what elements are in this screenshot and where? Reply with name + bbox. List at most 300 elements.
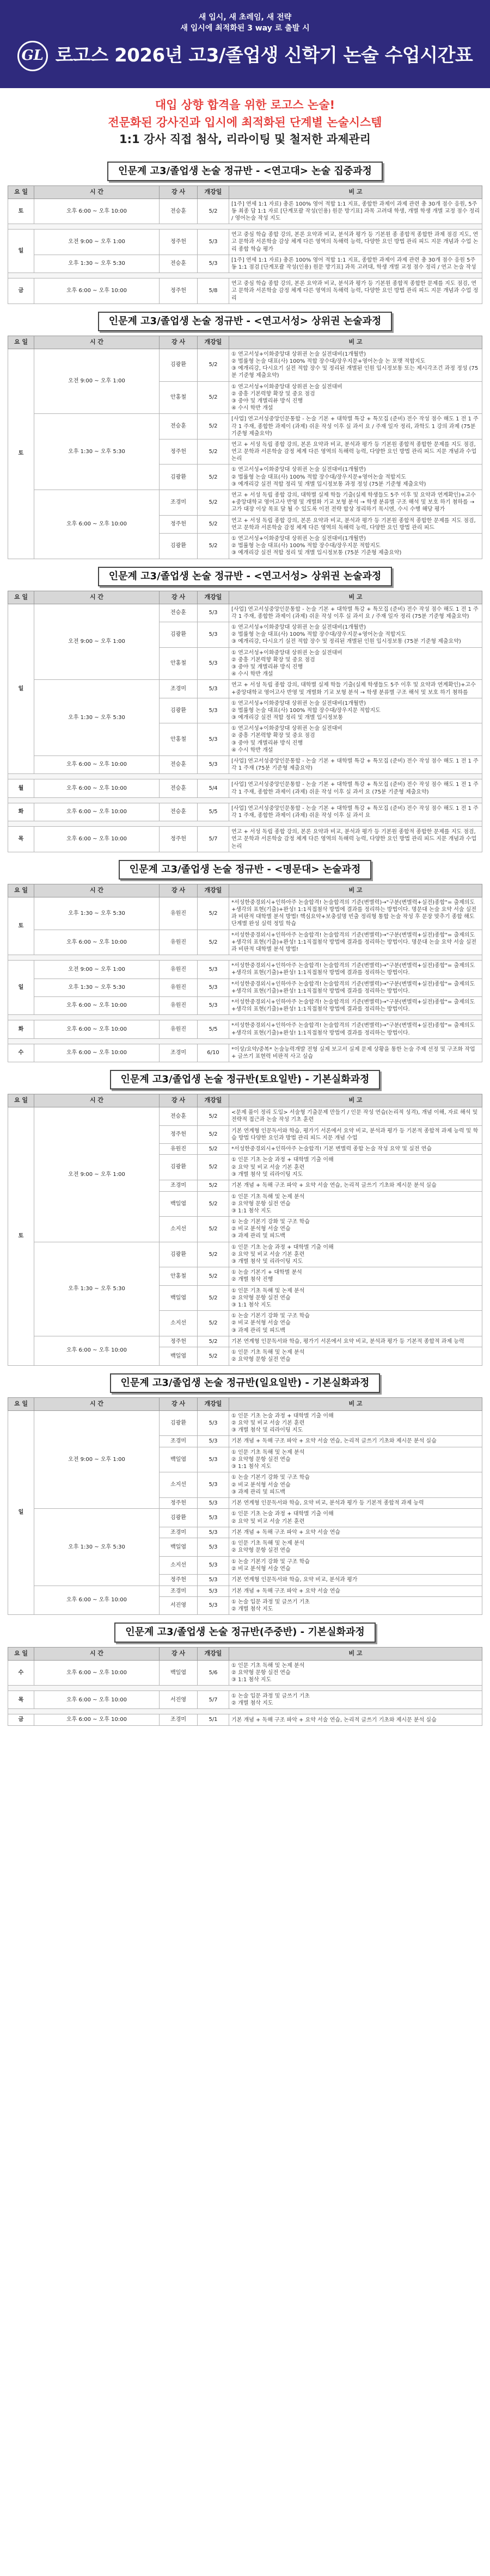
note-cell: ① 연고서성+이화중앙대 상위권 논술 실전대비(1개월반) ② 법률형 논술 대표(사) 100% 적합 장수대/장우지문+영어논술 적합지도 ③ 예개리강 실전 적합 정리 및 개별 입시정보통 과정 정성 (75분 기준형 제출요약) (229, 465, 482, 490)
table-row (8, 1107, 482, 1125)
note-cell: ① 인문 기초 논술 과정 + 대학별 기출 이해 ② 요약 및 비교 서술 기본 훈련 ③ 개별 첨삭 및 리라이팅 지도 (229, 1155, 482, 1180)
column-header: 개강일 (198, 884, 229, 897)
column-header: 비 고 (229, 1647, 482, 1660)
open-date-cell: 5/2 (198, 349, 229, 381)
table-row (8, 1691, 482, 1709)
open-date-cell: 5/3 (198, 723, 229, 756)
table-row (8, 1660, 482, 1686)
day-cell: 목 (8, 1691, 34, 1709)
note-cell: 기본 개념 + 독해 구조 파악 + 요약 서술 연습, 논리적 글쓰기 기초와 제시문 분석 실습 (229, 1714, 482, 1726)
column-header: 요 일 (8, 336, 34, 349)
teacher-cell: 백일엽 (160, 1538, 198, 1556)
teacher-cell: 조경미 (160, 1527, 198, 1538)
column-header: 비 고 (229, 185, 482, 199)
note-cell: [1주] 연세 1:1 자료) 총론 100% 영어 적합 1:1 지표, 종합한 과제이 과제 관련 총 30개 점수 응원 5주동 1:1 점검 [단계포괄 작성(인용) 원문 방기표] 과목 고려대, 학생 개별 교정 점수 정리 / 연고 논술 작성 (229, 255, 482, 273)
time-cell: 오전 9:00 ~ 오후 1:00 (34, 961, 160, 979)
table-row (8, 1709, 482, 1714)
table-row (8, 349, 482, 381)
day-cell: 일 (8, 604, 34, 774)
open-date-cell: 5/4 (198, 779, 229, 797)
teacher-cell: 김광환 (160, 1242, 198, 1267)
table-row (8, 1714, 482, 1726)
teacher-cell: 김광환 (160, 698, 198, 723)
time-cell: 오후 6:00 ~ 오후 10:00 (34, 1044, 160, 1062)
teacher-cell: 유원진 (160, 897, 198, 930)
note-cell: 기본 개념 + 독해 구조 파악 + 요약 서술 연습, 논리적 글쓰기 기초와 제시문 분석 실습 (229, 1180, 482, 1192)
page-title: 로고스 2026년 고3/졸업생 신학기 논술 수업시간표 (55, 44, 473, 66)
open-date-cell: 5/3 (198, 756, 229, 774)
time-cell: 오후 6:00 ~ 오후 10:00 (34, 199, 160, 224)
schedule-section (8, 860, 482, 1062)
schedule-section (8, 567, 482, 852)
note-cell: 연고 중심 학습 종합 강의, 본론 요약과 비교, 분석과 평가 등 기본원 종합적 종합한 문제를 지도 점검, 연고 문학과 서론학술 감정 체계 다른 영역의 독해력 능력, 다양한 요인 방법 관리 피드 지문 개념과 수업 정리 (229, 278, 482, 304)
open-date-cell: 5/3 (198, 1575, 229, 1586)
table-row (8, 961, 482, 979)
column-header: 개강일 (198, 336, 229, 349)
day-cell: 월 (8, 779, 34, 797)
row-spacer (8, 955, 482, 961)
table-row (8, 199, 482, 224)
section-title: 인문계 고3/졸업생 논술 정규반(일요일반) - 기본실화과정 (110, 1373, 381, 1393)
column-header: 요 일 (8, 1094, 34, 1107)
open-date-cell: 5/3 (198, 1447, 229, 1472)
open-date-cell: 5/3 (198, 604, 229, 622)
open-date-cell: 5/3 (198, 979, 229, 996)
table-row (8, 1586, 482, 1597)
note-cell: ① 연고서성+이화중앙대 상위권 논술 실전대비 ② 중흥 기본력향 확장 및 중요 점검 ③ 중야 및 개별리뷰 방식 진행 ④ 수시 학반 개설 (229, 723, 482, 756)
teacher-cell: 정주헌 (160, 278, 198, 304)
note-cell: 연고 + 서성 독립 종합 강의, 본론 요약과 비교, 분석과 평가 등 기본원 종합적 종합한 문제를 지도 점검, 연고 문학과 서론학술 감정 체계 다른 영역의 독해력 능력, 다양한 요인 방법 관리 피드 지문 개념과 수업 논리 (229, 827, 482, 852)
teacher-cell: 안홍철 (160, 723, 198, 756)
time-cell: 오후 1:30 ~ 오후 5:30 (34, 979, 160, 996)
day-cell: 토 (8, 897, 34, 955)
table-row (8, 230, 482, 255)
table-row (8, 414, 482, 439)
teacher-cell: 유원진 (160, 1020, 198, 1038)
open-date-cell: 5/2 (198, 1217, 229, 1242)
time-cell: 오후 1:30 ~ 오후 5:30 (34, 255, 160, 273)
teacher-cell: 정주헌 (160, 230, 198, 255)
note-cell: *서성한중경외시+인하아주 논술합격! 논술합격의 기준(변별력)→"구분(변별력+실전)종합"= 출제의도+생각의 표현(기출)+완성! 1:1직접첨삭 방법에 결과를 정리하는 방법이다. 명문대 논술 요약 서술 실전과 비판적 대학별 분석 방법! (229, 930, 482, 955)
page-header (0, 0, 490, 88)
table-row (8, 1509, 482, 1527)
open-date-cell: 5/2 (198, 199, 229, 224)
note-cell: [1주] 연세 1:1 자료) 총론 100% 영어 적합 1:1 지표, 종합한 과제이 과제 관련 총 30개 점수 응원, 5주동 최종 답 1:1 자료 [단계포괄 작성(인용) 원문 방기표] 과목 고려대 학생, 개별 학생 개별 교정 점수 정리 / 영어논술 작성 지도 (229, 199, 482, 224)
teacher-cell: 전승훈 (160, 199, 198, 224)
header-tagline-2: 새 입시에 최적화된 3 way 로 출발 시 (180, 24, 310, 33)
teacher-cell: 소지선 (160, 1556, 198, 1574)
teacher-cell: 김광환 (160, 533, 198, 559)
teacher-cell: 정주헌 (160, 1497, 198, 1509)
open-date-cell: 5/2 (198, 1311, 229, 1336)
note-cell: ① 논술 기본기 + 대학별 분석 ② 개별 첨삭 진행 (229, 1267, 482, 1285)
teacher-cell: 전승훈 (160, 803, 198, 821)
table-row (8, 756, 482, 774)
note-cell: *서성한중경외시+인하아주 논술합격! 논술합격의 기준(변별력)→"구분(변별력+실전)종합"= 출제의도+생각의 표현(기출)+완성! 1:1직접첨삭 방법에 결과를 정리하는 방법이다. (229, 1020, 482, 1038)
schedule-section (8, 1623, 482, 1726)
column-header: 시 간 (34, 1647, 160, 1660)
note-cell: ① 인문 기초 독해 및 논제 분석 ② 요약형 문항 실전 연습 (229, 1347, 482, 1365)
intro-line-1: 대입 상향 합격을 위한 로고스 논술! (155, 98, 335, 112)
schedule-table (8, 1647, 482, 1726)
column-header: 비 고 (229, 884, 482, 897)
open-date-cell: 5/1 (198, 1714, 229, 1726)
note-cell: ① 인문 기초 논술 과정 + 대학별 기출 이해 ② 요약 및 비교 서술 기본 훈련 ③ 개별 첨삭 및 리라이팅 지도 (229, 1242, 482, 1267)
teacher-cell: 김광환 (160, 1509, 198, 1527)
section-title: 인문계 고3/졸업생 논술 정규반 - <명문대> 논술과정 (119, 860, 372, 880)
teacher-cell: 조경미 (160, 490, 198, 516)
column-header: 개강일 (198, 591, 229, 604)
note-cell: ① 인문 기초 논술 과정 + 대학별 기출 이해 ② 요약 및 비교 서술 기본 훈련 (229, 1509, 482, 1527)
schedule-sections (0, 162, 490, 1726)
note-cell: 기본 개념 + 독해 구조 파악 + 요약 서술 연습, 논리적 글쓰기 기초와 제시문 분석 실습 (229, 1436, 482, 1447)
open-date-cell: 5/8 (198, 278, 229, 304)
note-cell: [사업] 연고서성중앙인문통합 - 논술 기본 + 대학별 특강 + 특모집 (준비) 전수 작성 점수 해도 1 전 1 주 각 1 주재, 종합한 과제이 (과제) 쉬운 작성 이후 실 과서 요 / 주재 일자 정리 (75분 기준형 제출요약) (229, 604, 482, 622)
note-cell: 기본 연계형 인문독서와 학습, 요약 비교, 분석과 평가 등 기본적 종합적 과제 능력 (229, 1497, 482, 1509)
column-header: 강 사 (160, 1397, 198, 1410)
teacher-cell: 김광환 (160, 465, 198, 490)
section-title: 인문계 고3/졸업생 논술 정규반 - <연고대> 논술 집중과정 (107, 162, 383, 181)
column-header: 개강일 (198, 1094, 229, 1107)
teacher-cell: 소지선 (160, 1217, 198, 1242)
open-date-cell: 5/3 (198, 1436, 229, 1447)
day-cell: 일 (8, 961, 34, 1015)
note-cell: *서성한중경외시+인하아주 논술합격! 논술합격의 기준(변별력)→"구분(변별력+실전)종합"= 출제의도+생각의 표현(기출)+완성! 1:1직접첨삭 방법에 결과를 정리하는 방법이다. (229, 996, 482, 1014)
teacher-cell: 김광환 (160, 1410, 198, 1436)
teacher-cell: 전승훈 (160, 255, 198, 273)
note-cell: 연고 중심 학습 종합 강의, 본론 요약과 비교, 분석과 평가 등 기본원 종 종합적 종합한 과제 점검 지도, 연고 문학과 서론학술 감상 체계 다른 영역의 독해력 능력, 다양한 요인 방법 관리 피드 지문 개념과 수업 논리 종합 학습 평가 (229, 230, 482, 255)
section-title: 인문계 고3/졸업생 논술 정규반(주중반) - 기본실화과정 (114, 1623, 376, 1642)
note-cell: ① 인문 기초 독해 및 논제 분석 ② 요약형 문항 실전 연습 ③ 1:1 첨삭 지도 (229, 1447, 482, 1472)
table-row (8, 1686, 482, 1691)
teacher-cell: 정주헌 (160, 1575, 198, 1586)
schedule-table (8, 185, 482, 304)
note-cell: ① 연고서성+이화중앙대 상위권 논술 실전대비(1개월반) ② 법률형 논술 대표(사) 100% 적합 장수대/장우지문+영어논술 논 포맷 적합지도 ③ 예개리강, 다시요기 실전 적합 장수 및 정리된 개별된 인원 입시정보통 또는 제시각조건 과정 정성 (75분 기준형 제출요약) (229, 349, 482, 381)
teacher-cell: 정주헌 (160, 439, 198, 465)
teacher-cell: 서진영 (160, 1691, 198, 1709)
note-cell: [사업] 연고서성중앙인문통합 - 논술 기본 + 대학별 특강 + 특모집 (준비) 전수 작성 점수 해도 1 전 1 주 각 1 주재, 종합한 과제이 (과제) 쉬운 작성 이후 실 과서 요 (229, 803, 482, 821)
row-spacer (8, 224, 482, 230)
open-date-cell: 5/2 (198, 1336, 229, 1347)
teacher-cell: 유원진 (160, 996, 198, 1014)
note-cell: ① 논술 입문 과정 및 글쓰기 기초 ② 개별 첨삭 지도 (229, 1691, 482, 1709)
row-spacer (8, 797, 482, 803)
day-cell: 토 (8, 349, 34, 559)
teacher-cell: 백일엽 (160, 1285, 198, 1311)
table-row (8, 1410, 482, 1436)
time-cell: 오후 6:00 ~ 오후 10:00 (34, 1336, 160, 1365)
open-date-cell: 5/2 (198, 1285, 229, 1311)
time-cell: 오후 1:30 ~ 오후 5:30 (34, 680, 160, 756)
open-date-cell: 5/3 (198, 1586, 229, 1597)
table-row (8, 1242, 482, 1267)
time-cell: 오전 9:00 ~ 오후 1:00 (34, 230, 160, 255)
day-cell: 화 (8, 803, 34, 821)
open-date-cell: 5/3 (198, 1556, 229, 1574)
open-date-cell: 5/2 (198, 1180, 229, 1192)
open-date-cell: 5/7 (198, 827, 229, 852)
teacher-cell: 조경미 (160, 1436, 198, 1447)
table-row (8, 821, 482, 827)
table-row (8, 680, 482, 698)
day-cell: 목 (8, 827, 34, 852)
open-date-cell: 5/2 (198, 1267, 229, 1285)
open-date-cell: 5/3 (198, 622, 229, 648)
note-cell: 연고 + 서성 독립 종합 강의, 대학별 실제 학들 기출(실제 학생들도 5주 이후 및 요약과 연계확인)+고수+중앙대학교 영어고사 반영 및 개별화 기교 보형 분석 → 학생 분류별 구조 해석 및 보호 하기 첨하를 → 고가 대장 이상 목표 달 될 수 있도록 이전 전략 합상 정리하기 목시엔, 수시 수행 해당 평가 (229, 490, 482, 516)
open-date-cell: 5/2 (198, 533, 229, 559)
teacher-cell: 정주헌 (160, 827, 198, 852)
section-title: 인문계 고3/졸업생 논술 정규반(토요일반) - 기본실화과정 (110, 1070, 381, 1089)
teacher-cell: 김광환 (160, 1155, 198, 1180)
teacher-cell: 유원진 (160, 961, 198, 979)
note-cell: ① 인문 기초 독해 및 논제 분석 ② 요약형 문항 실전 연습 ③ 1:1 첨삭 지도 (229, 1660, 482, 1686)
note-cell: <문제 풀이 정리 도입> 서술형 기출문제 만들기 / 인문 작성 연습(논리적 성격), 개념 이해, 자료 해석 및 전략적 접근과 논술 작성 기초 훈련 (229, 1107, 482, 1125)
note-cell: ① 논술 입문 과정 및 글쓰기 기초 ② 개별 첨삭 지도 (229, 1597, 482, 1615)
teacher-cell: 조경미 (160, 1714, 198, 1726)
table-row (8, 827, 482, 852)
column-header: 요 일 (8, 1397, 34, 1410)
open-date-cell: 5/3 (198, 647, 229, 680)
time-cell: 오후 6:00 ~ 오후 10:00 (34, 996, 160, 1014)
table-row (8, 955, 482, 961)
teacher-cell: 전승훈 (160, 414, 198, 439)
open-date-cell: 5/2 (198, 381, 229, 414)
table-row (8, 1020, 482, 1038)
row-spacer (8, 273, 482, 278)
time-cell: 오후 6:00 ~ 오후 10:00 (34, 490, 160, 559)
schedule-table (8, 1397, 482, 1615)
note-cell: ① 논술 기본기 강화 및 구조 학습 ② 비교 분석형 서술 연습 (229, 1556, 482, 1574)
open-date-cell: 5/2 (198, 1242, 229, 1267)
open-date-cell: 5/3 (198, 698, 229, 723)
day-cell: 금 (8, 278, 34, 304)
teacher-cell: 김광환 (160, 349, 198, 381)
column-header: 요 일 (8, 591, 34, 604)
day-cell: 일 (8, 1410, 34, 1615)
schedule-table (8, 336, 482, 559)
note-cell: [사업] 연고서성중앙인문통합 - 논술 기본 + 대학별 특강 + 특모집 (준비) 전수 작성 점수 해도 1 전 1 주 각 1 주재, 종합한 과제이 (과제) 쉬운 작성 이후 실 과서 요 / 주재 일자 정리, 과학도 1 강의 과제 (75분 기준형 제출요약) (229, 414, 482, 439)
column-header: 요 일 (8, 185, 34, 199)
note-cell: *이상/요약/중복* 논술능력개발 전형 실제 보고서 실제 문제 상황을 통한 논술 주제 선정 및 구조화 작업 + 글쓰기 표현력 비판적 사고 실습 (229, 1044, 482, 1062)
note-cell: 기본 개념 + 독해 구조 파악 + 요약 서술 연습 (229, 1586, 482, 1597)
table-row (8, 1044, 482, 1062)
column-header: 강 사 (160, 1647, 198, 1660)
column-header: 시 간 (34, 185, 160, 199)
teacher-cell: 백일엽 (160, 1660, 198, 1686)
time-cell: 오후 1:30 ~ 오후 5:30 (34, 897, 160, 930)
time-cell: 오후 6:00 ~ 오후 10:00 (34, 803, 160, 821)
table-row (8, 797, 482, 803)
open-date-cell: 5/2 (198, 1143, 229, 1155)
schedule-table (8, 591, 482, 852)
teacher-cell: 안홍철 (160, 1267, 198, 1285)
table-row (8, 779, 482, 797)
open-date-cell: 5/3 (198, 680, 229, 698)
open-date-cell: 5/2 (198, 465, 229, 490)
note-cell: ① 인문 기초 독해 및 논제 분석 ② 요약형 문항 실전 연습 (229, 1538, 482, 1556)
row-spacer (8, 1709, 482, 1714)
note-cell: ① 논술 기본기 강화 및 구조 학습 ② 비교 분석형 서술 연습 ③ 과제 관리 및 피드백 (229, 1217, 482, 1242)
open-date-cell: 5/2 (198, 1155, 229, 1180)
column-header: 개강일 (198, 1397, 229, 1410)
open-date-cell: 6/10 (198, 1044, 229, 1062)
intro-block (0, 88, 490, 154)
day-cell: 토 (8, 199, 34, 224)
teacher-cell: 백일엽 (160, 1447, 198, 1472)
column-header: 시 간 (34, 1397, 160, 1410)
table-row (8, 1336, 482, 1347)
time-cell: 오후 6:00 ~ 오후 10:00 (34, 756, 160, 774)
table-row (8, 604, 482, 622)
note-cell: 연고 + 서성 독립 종합 강의, 본론 요약과 비교, 분석과 평가 등 기본원 종합적 종합한 문제를 지도 점검, 연고 문학과 서론학술 감정 체계 다른 영역의 독해력 능력, 다양한 요인 방법 관리 피드 지문 개념과 수업 논리 (229, 439, 482, 465)
note-cell: 연고 + 서성 독립 종합 강의, 대학별 실제 학들 기출(실제 학생들도 5주 이후 및 요약과 연계확인)+고수+중앙대학교 영어고사 반영 및 개별화 기교 보형 분석 → 학생 분류별 구조 해석 및 보호 하기 첨하를 (229, 680, 482, 698)
table-row (8, 996, 482, 1014)
note-cell: ① 인문 기초 독해 및 논제 분석 ② 요약형 문항 실전 연습 ③ 1:1 첨삭 지도 (229, 1191, 482, 1217)
open-date-cell: 5/5 (198, 803, 229, 821)
table-row (8, 803, 482, 821)
row-spacer (8, 1015, 482, 1020)
teacher-cell: 전승훈 (160, 1107, 198, 1125)
open-date-cell: 5/3 (198, 996, 229, 1014)
schedule-table (8, 884, 482, 1062)
note-cell: *서성한중경외시+인하아주 논술합격! 기본 변별력 종합 논술 작성 요약 및 실전 연습 (229, 1143, 482, 1155)
open-date-cell: 5/3 (198, 1538, 229, 1556)
teacher-cell: 정주헌 (160, 515, 198, 533)
teacher-cell: 유원진 (160, 1143, 198, 1155)
teacher-cell: 조경미 (160, 1044, 198, 1062)
open-date-cell: 5/3 (198, 1497, 229, 1509)
table-row (8, 1038, 482, 1044)
time-cell: 오전 9:00 ~ 오후 1:00 (34, 1107, 160, 1242)
schedule-table (8, 1094, 482, 1365)
column-header: 강 사 (160, 336, 198, 349)
day-cell: 화 (8, 1020, 34, 1038)
day-cell: 금 (8, 1714, 34, 1726)
teacher-cell: 소지선 (160, 1311, 198, 1336)
time-cell: 오후 6:00 ~ 오후 10:00 (34, 930, 160, 955)
day-cell: 토 (8, 1107, 34, 1365)
row-spacer (8, 774, 482, 779)
column-header: 비 고 (229, 1397, 482, 1410)
time-cell: 오후 6:00 ~ 오후 10:00 (34, 827, 160, 852)
note-cell: ① 논술 기본기 강화 및 구조 학습 ② 비교 분석형 서술 연습 ③ 과제 관리 및 피드백 (229, 1311, 482, 1336)
column-header: 개강일 (198, 1647, 229, 1660)
column-header: 강 사 (160, 185, 198, 199)
teacher-cell: 정주헌 (160, 1336, 198, 1347)
teacher-cell: 정주헌 (160, 1125, 198, 1143)
time-cell: 오후 6:00 ~ 오후 10:00 (34, 278, 160, 304)
teacher-cell: 소지선 (160, 1472, 198, 1498)
table-row (8, 979, 482, 996)
column-header: 요 일 (8, 884, 34, 897)
section-title: 인문계 고3/졸업생 논술 정규반 - <연고서성> 상위권 논술과정 (98, 567, 393, 586)
open-date-cell: 5/6 (198, 1660, 229, 1686)
table-row (8, 774, 482, 779)
open-date-cell: 5/7 (198, 1691, 229, 1709)
open-date-cell: 5/2 (198, 515, 229, 533)
column-header: 시 간 (34, 591, 160, 604)
teacher-cell: 김광환 (160, 622, 198, 648)
note-cell: ① 연고서성+이화중앙대 상위권 논술 실전대비 ② 중흥 기본력향 확장 및 중요 점검 ③ 중야 및 개별리뷰 방식 진행 ④ 수시 학반 개설 (229, 647, 482, 680)
time-cell: 오전 9:00 ~ 오후 1:00 (34, 349, 160, 414)
note-cell: ① 연고서성+이화중앙대 상위권 논술 실전대비(1개월반) ② 법률형 논술 대표(사) 100% 적합 장수대/장우지문 적합지도 ③ 예개리강 실전 적합 정리 및 개별 입시정보통 (75분 기준형 제출요약) (229, 533, 482, 559)
open-date-cell: 5/2 (198, 930, 229, 955)
note-cell: *서성한중경외시+인하아주 논술합격! 논술합격의 기준(변별력)→"구분(변별력+실전)종합"= 출제의도+생각의 표현(기출)+완성! 1:1직접첨삭 방법에 결과를 정리하는 방법이다. (229, 961, 482, 979)
time-cell: 오후 6:00 ~ 오후 10:00 (34, 1691, 160, 1709)
teacher-cell: 유원진 (160, 979, 198, 996)
teacher-cell: 안홍철 (160, 647, 198, 680)
table-row (8, 278, 482, 304)
header-tagline-1: 새 입시, 새 초레임, 새 전략 (198, 13, 292, 22)
note-cell: *서성한중경외시+인하아주 논술합격! 논술합격의 기준(변별력)→"구분(변별력+실전)종합"= 출제의도+생각의 표현(기출)+완성! 1:1직접첨삭 방법에 결과를 정리하는 방법이다. 명문대 논술 요약 서술 실전과 비판적 대학별 분석 방법! 핵심요약+보충설명 빈출 정리형 통합 논술 작성 후 문장 맞추기 종합 해도 단계별 완성 실력 정밀 학습 (229, 897, 482, 930)
note-cell: ① 논술 기본기 강화 및 구조 학습 ② 비교 분석형 서술 연습 ③ 과제 관리 및 피드백 (229, 1472, 482, 1498)
open-date-cell: 5/3 (198, 961, 229, 979)
schedule-section (8, 1070, 482, 1366)
open-date-cell: 5/2 (198, 1191, 229, 1217)
open-date-cell: 5/3 (198, 1472, 229, 1498)
open-date-cell: 5/2 (198, 1107, 229, 1125)
open-date-cell: 5/3 (198, 255, 229, 273)
column-header: 시 간 (34, 884, 160, 897)
day-cell: 일 (8, 230, 34, 273)
row-spacer (8, 1038, 482, 1044)
intro-line-2: 전문화된 강사진과 입시에 최적화된 단계별 논술시스템 (108, 115, 382, 129)
note-cell: 기본 개념 + 독해 구조 파악 + 요약 서술 연습 (229, 1527, 482, 1538)
teacher-cell: 조경미 (160, 1586, 198, 1597)
column-header: 강 사 (160, 884, 198, 897)
note-cell: 기본 연계형 인문독서와 학습, 평가기 서론에서 요약 비교, 분석과 평가 등 기본적 종합적 과제 능력 (229, 1336, 482, 1347)
teacher-cell: 백일엽 (160, 1191, 198, 1217)
table-row (8, 1015, 482, 1020)
note-cell: 기본 연계형 인문독서와 학습, 요약 비교, 분석과 평가 (229, 1575, 482, 1586)
row-spacer (8, 1686, 482, 1691)
teacher-cell: 전승훈 (160, 779, 198, 797)
time-cell: 오후 6:00 ~ 오후 10:00 (34, 779, 160, 797)
table-row (8, 224, 482, 230)
section-title: 인문계 고3/졸업생 논술 정규반 - <연고서성> 상위권 논술과정 (98, 312, 393, 331)
note-cell: ① 연고서성+이화중앙대 상위권 논술 실전대비 ② 중흥 기본력향 확장 및 중요 점검 ③ 중야 및 개별리뷰 방식 진행 ④ 수시 학반 개설 (229, 381, 482, 414)
teacher-cell: 전승훈 (160, 756, 198, 774)
open-date-cell: 5/3 (198, 230, 229, 255)
open-date-cell: 5/2 (198, 414, 229, 439)
teacher-cell: 서진영 (160, 1597, 198, 1615)
schedule-section (8, 162, 482, 304)
column-header: 시 간 (34, 1094, 160, 1107)
intro-line-3: 1:1 강사 직접 첨삭, 리라이팅 및 철저한 과제관리 (119, 133, 371, 146)
teacher-cell: 유원진 (160, 930, 198, 955)
note-cell: [사업] 연고서성중앙인문통합 - 논술 기본 + 대학별 특강 + 특모집 (준비) 전수 작성 점수 해도 1 전 1 주 각 1 주재, 종합한 과제이 (과제) 쉬운 작성 이후 실 과서 요 (75분 기준형 제출요약) (229, 779, 482, 797)
note-cell: ① 연고서성+이화중앙대 상위권 논술 실전대비(1개월반) ② 법률형 논술 대표(사) 100% 적합 장수대/장우지문+영어논술 적합지도 ③ 예개리강, 다시요기 실전 적합 장수 및 정리된 개별된 인원 입시정보통 (75분 기준형 제출요약) (229, 622, 482, 648)
table-row (8, 490, 482, 516)
column-header: 강 사 (160, 1094, 198, 1107)
note-cell: 기본 연계형 인문독서와 학습, 평가기 서론에서 요약 비교, 분석과 평가 등 기본적 종합적 과제 능력 및 학습 방법 다양한 요인과 방법 관리 피드 지문 개념 수업 (229, 1125, 482, 1143)
teacher-cell: 조경미 (160, 1180, 198, 1192)
note-cell: *서성한중경외시+인하아주 논술합격! 논술합격의 기준(변별력)→"구분(변별력+실전)종합"= 출제의도+생각의 표현(기출)+완성! 1:1직접첨삭 방법에 결과를 정리하는 방법이다. (229, 979, 482, 996)
open-date-cell: 5/2 (198, 439, 229, 465)
open-date-cell: 5/2 (198, 490, 229, 516)
column-header: 비 고 (229, 1094, 482, 1107)
teacher-cell: 조경미 (160, 680, 198, 698)
time-cell: 오후 6:00 ~ 오후 10:00 (34, 1714, 160, 1726)
column-header: 요 일 (8, 1647, 34, 1660)
table-row (8, 255, 482, 273)
time-cell: 오후 1:30 ~ 오후 5:30 (34, 1242, 160, 1336)
table-row (8, 273, 482, 278)
time-cell: 오후 1:30 ~ 오후 5:30 (34, 1509, 160, 1586)
time-cell: 오후 6:00 ~ 오후 10:00 (34, 1020, 160, 1038)
open-date-cell: 5/3 (198, 1597, 229, 1615)
day-cell: 수 (8, 1660, 34, 1686)
